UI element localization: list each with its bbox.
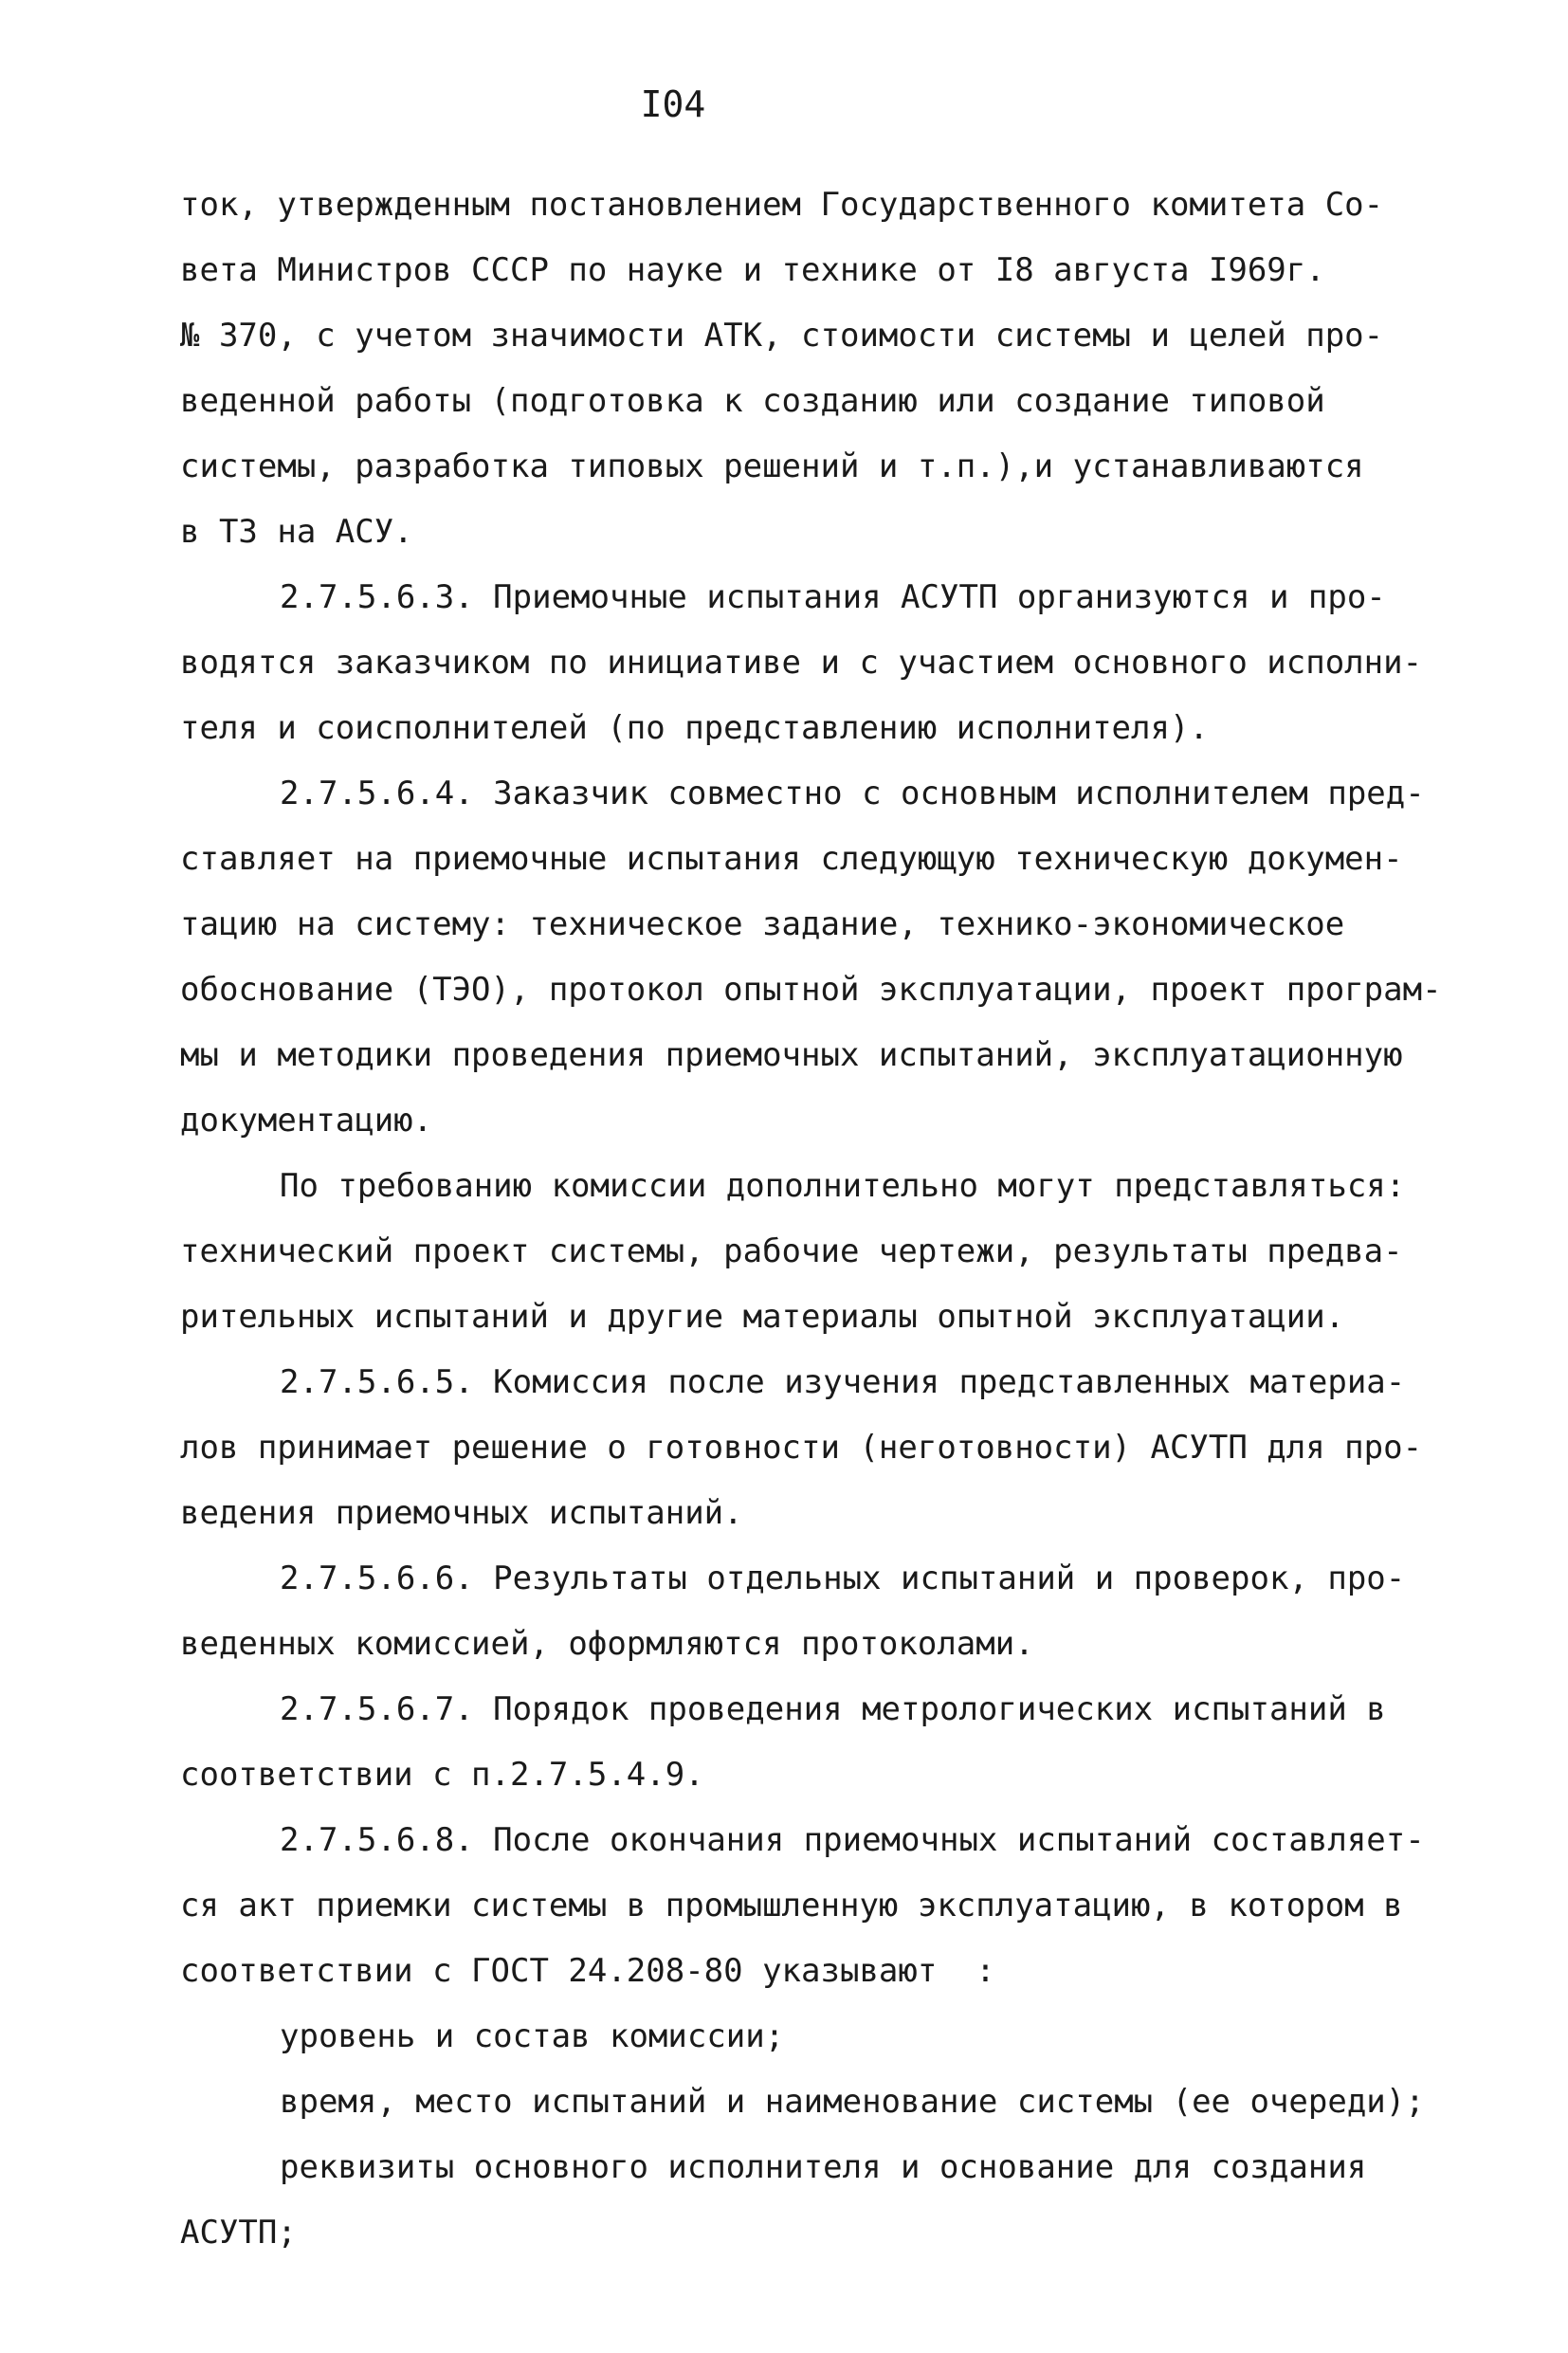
text-line: лов принимает решение о готовности (неготовности) АСУТП для про-	[180, 1429, 1423, 1467]
text-line: 2.7.5.6.4. Заказчик совместно с основным исполнителем пред-	[280, 775, 1425, 812]
text-line: водятся заказчиком по инициативе и с участием основного исполни-	[180, 644, 1423, 682]
text-line: тацию на систему: техническое задание, технико-экономическое	[180, 905, 1345, 943]
text-line: веденных комиссией, оформляются протоколами.	[180, 1625, 1034, 1663]
text-line: технический проект системы, рабочие чертежи, результаты предва-	[180, 1232, 1403, 1270]
body-text	[180, 173, 1484, 2266]
text-line: ся акт приемки системы в промышленную эксплуатацию, в котором в	[180, 1887, 1403, 1924]
text-line: ставляет на приемочные испытания следующую техническую докумен-	[180, 840, 1403, 878]
text-line: ведения приемочных испытаний.	[180, 1494, 743, 1532]
text-line: обоснование (ТЭО), протокол опытной эксплуатации, проект програм-	[180, 971, 1442, 1009]
text-line: веденной работы (подготовка к созданию или создание типовой	[180, 382, 1325, 420]
text-line: соответствии с ГОСТ 24.208-80 указывают :	[180, 1952, 995, 1990]
text-line: вета Министров СССР по науке и технике от I8 августа I969г.	[180, 251, 1325, 289]
text-line: ток, утвержденным постановлением Государственного комитета Со-	[180, 186, 1384, 224]
text-line: реквизиты основного исполнителя и основание для создания	[280, 2148, 1367, 2186]
text-line: № 370, с учетом значимости АТК, стоимости системы и целей про-	[180, 317, 1384, 355]
text-line: 2.7.5.6.5. Комиссия после изучения представленных материа-	[280, 1363, 1406, 1401]
text-line: рительных испытаний и другие материалы опытной эксплуатации.	[180, 1298, 1345, 1336]
text-line: 2.7.5.6.3. Приемочные испытания АСУТП организуются и про-	[280, 578, 1386, 616]
text-line: в ТЗ на АСУ.	[180, 513, 413, 551]
text-line: уровень и состав комиссии;	[280, 2017, 785, 2055]
text-line: АСУТП;	[180, 2214, 297, 2252]
text-line: время, место испытаний и наименование системы (ее очереди);	[280, 2083, 1425, 2121]
text-line: По требованию комиссии дополнительно могут представляться:	[280, 1167, 1406, 1205]
text-line: теля и соисполнителей (по представлению исполнителя).	[180, 709, 1209, 747]
text-line: системы, разработка типовых решений и т.п.),и устанавливаются	[180, 447, 1364, 485]
page-number: I04	[640, 83, 706, 125]
text-line: документацию.	[180, 1102, 433, 1140]
text-line: 2.7.5.6.7. Порядок проведения метрологических испытаний в	[280, 1690, 1386, 1728]
text-line: мы и методики проведения приемочных испытаний, эксплуатационную	[180, 1036, 1403, 1074]
text-line: 2.7.5.6.6. Результаты отдельных испытаний и проверок, про-	[280, 1560, 1406, 1597]
text-line: 2.7.5.6.8. После окончания приемочных испытаний составляет-	[280, 1821, 1425, 1859]
text-line: соответствии с п.2.7.5.4.9.	[180, 1756, 704, 1794]
